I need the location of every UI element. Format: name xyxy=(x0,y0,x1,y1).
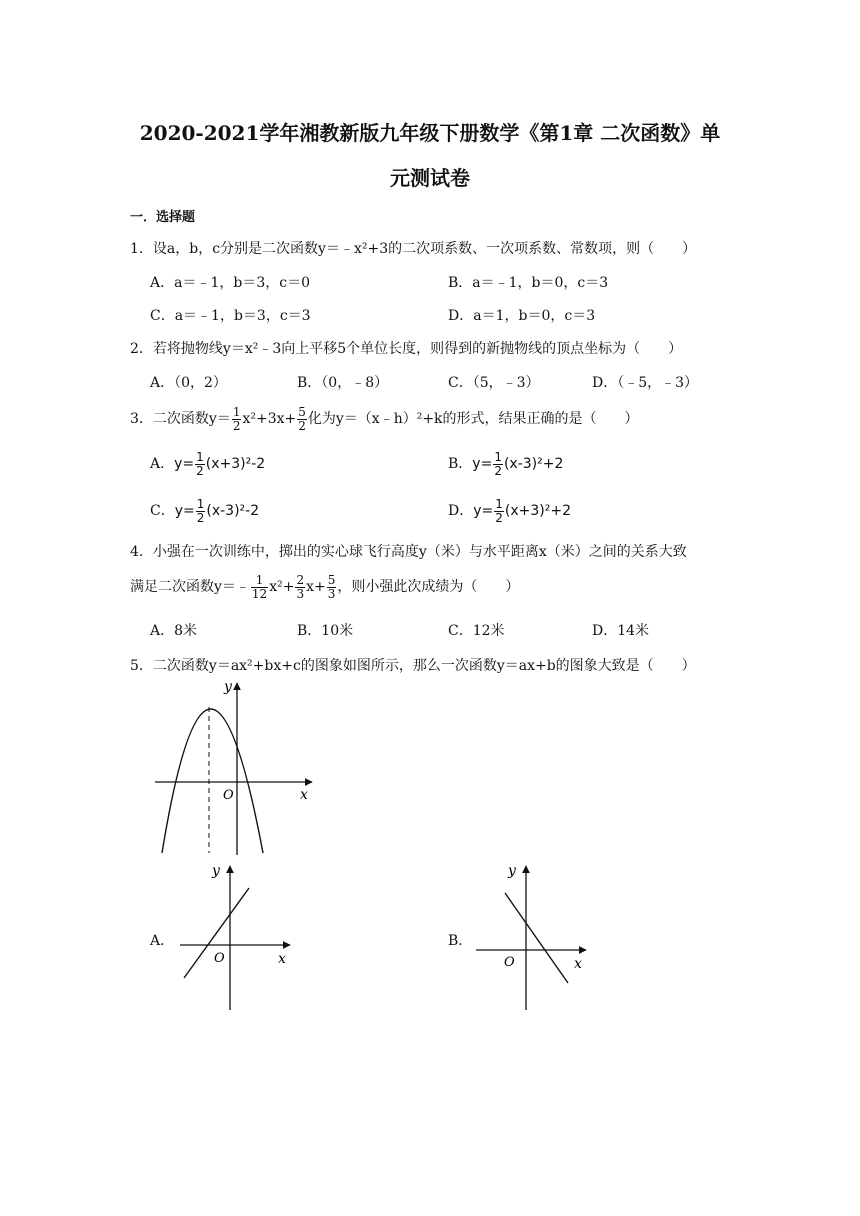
q4-option-b: B．10米 xyxy=(297,623,354,639)
q4-stem-line-1: 4．小强在一次训练中，掷出的实心球飞行高度y（米）与水平距离x（米）之间的关系大致 xyxy=(130,544,687,560)
q5-option-a-label: A． xyxy=(150,933,175,949)
svg-text:x: x xyxy=(574,956,582,972)
q3-stem-part-1: 3．二次函数y＝ xyxy=(130,411,231,428)
q4-option-d: D．14米 xyxy=(592,623,650,639)
svg-text:O: O xyxy=(504,955,515,970)
section-heading: 一．选择题 xyxy=(130,210,196,225)
q4-option-c: C．12米 xyxy=(448,623,505,639)
y-label: y xyxy=(224,679,232,695)
q3-fraction-five-halves: $\frac{5}{2}$ xyxy=(298,405,306,433)
q3-fraction-half: $\frac{1}{2}$ xyxy=(232,405,241,433)
svg-text:y: y xyxy=(212,863,220,879)
q3-stem xyxy=(130,406,639,432)
q2-option-d: D．（﹣5，﹣3） xyxy=(592,375,699,391)
q1-stem: 1．设a，b，c分别是二次函数y＝﹣x²+3的二次项系数、一次项系数、常数项，则（ ） xyxy=(130,241,697,257)
q5-option-b-graph xyxy=(468,858,593,1013)
q3-stem-part-2: x²+3x+ xyxy=(242,411,297,428)
q3-option-d: D．y= $\frac{1}{2}$ (x+3)²+2 xyxy=(448,497,571,525)
q3-option-b: B．y= $\frac{1}{2}$ (x-3)²+2 xyxy=(448,450,564,478)
parabola-curve xyxy=(162,709,263,853)
svg-text:O: O xyxy=(214,951,225,966)
q1-option-d: D．a＝1，b＝0，c＝3 xyxy=(448,308,596,324)
q1-option-c: C．a＝﹣1，b＝3，c＝3 xyxy=(150,308,311,324)
q4-option-a: A．8米 xyxy=(150,623,198,639)
title-line-2: 元测试卷 xyxy=(390,166,470,190)
q2-option-c: C．（5，﹣3） xyxy=(448,375,540,391)
q5-stem: 5．二次函数y＝ax²+bx+c的图象如图所示，那么一次函数y＝ax+b的图象大致是（ ） xyxy=(130,658,696,674)
q2-option-b: B．（0，﹣8） xyxy=(297,375,389,391)
q1-option-a: A．a＝﹣1，b＝3，c＝0 xyxy=(150,275,310,291)
svg-text:y: y xyxy=(508,863,516,879)
q1-option-b: B．a＝﹣1，b＝0，c＝3 xyxy=(448,275,609,291)
q3-option-a: A．y= $\frac{1}{2}$ (x+3)²-2 xyxy=(150,450,266,478)
q3-option-c: C．y= $\frac{1}{2}$ (x-3)²-2 xyxy=(150,497,260,525)
q5-option-a-graph xyxy=(172,858,297,1013)
x-label: x xyxy=(300,787,308,803)
q4-stem-line-2: 满足二次函数y＝﹣ $\frac{1}{12}$ x²+ $\frac{2}{3}$ x+ $\frac{5}{3}$ ，则小强此次成绩为（ ） xyxy=(130,573,520,601)
q2-stem: 2．若将抛物线y＝x²﹣3向上平移5个单位长度，则得到的新抛物线的顶点坐标为（ ） xyxy=(130,341,683,357)
origin-label: O xyxy=(223,788,234,803)
q3-stem-part-3: 化为y＝（x﹣h）²+k的形式，结果正确的是（ ） xyxy=(307,411,639,428)
svg-text:x: x xyxy=(278,951,286,967)
q5-parabola-figure xyxy=(150,675,320,855)
q5-option-b-label: B． xyxy=(448,933,473,949)
title-line-1: 2020-2021学年湘教新版九年级下册数学《第1章 二次函数》单 xyxy=(139,121,721,145)
q2-option-a: A．（0，2） xyxy=(150,375,227,391)
